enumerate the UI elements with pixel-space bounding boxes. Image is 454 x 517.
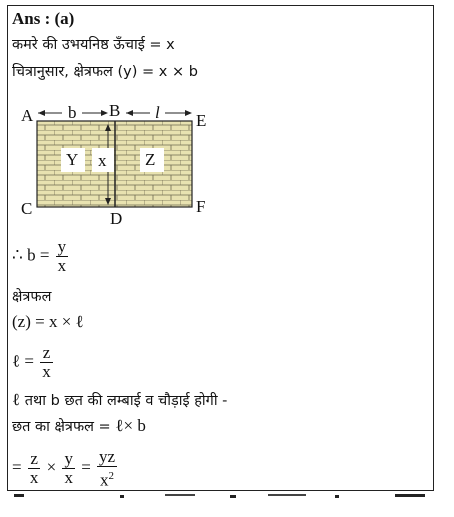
corner-D-label: D (110, 209, 123, 228)
area-label: क्षेत्रफल (12, 289, 52, 305)
corner-F-label: F (196, 197, 206, 216)
statement-text: तथा b छत की लम्बाई व चौड़ाई होगी - (20, 393, 228, 409)
corner-C-label: C (21, 199, 33, 218)
final-f2-den: x (64, 468, 73, 488)
l-equation (12, 344, 55, 381)
final-f3-den-base: x (100, 470, 109, 490)
dimension-b-label: b (68, 103, 77, 122)
statement-ell: ℓ (12, 390, 21, 409)
final-times: × (46, 457, 57, 477)
common-height-line: कमरे की उभयनिष्ठ ऊँचाई = x (12, 37, 175, 53)
times-sign: × (171, 64, 185, 80)
roof-area-tail: × b (123, 416, 146, 435)
l-fraction-num: z (40, 344, 53, 363)
b-fraction (56, 238, 69, 275)
l-fraction (40, 344, 53, 381)
final-f3-exponent: 2 (108, 470, 115, 482)
final-f1-num: z (28, 450, 41, 469)
final-eq-sign-2: = (81, 457, 91, 477)
b-fraction-den: x (57, 256, 67, 275)
b-fraction-num: y (57, 237, 67, 256)
roof-area-text: छत का क्षेत्रफल = (12, 419, 116, 435)
final-f1-den: x (29, 468, 39, 488)
b-eq-prefix: ∴ b = (12, 245, 50, 265)
corner-B-label: B (109, 101, 121, 120)
l-eq-ell: ℓ (12, 351, 21, 371)
corner-A-label: A (21, 106, 34, 125)
final-fraction-3 (97, 448, 117, 490)
z-eq-text: (z) = x × (12, 312, 76, 331)
roof-statement (12, 390, 227, 411)
b-equation (12, 238, 70, 275)
final-f3-num: yz (99, 447, 116, 466)
height-x-label: x (98, 151, 107, 170)
cropped-next-line (0, 494, 454, 500)
region-Y-label: Y (66, 150, 79, 169)
final-equation (12, 448, 119, 490)
area-y-var: b (188, 64, 198, 80)
final-eq-sign: = (12, 457, 22, 477)
roof-area-ell: ℓ (115, 416, 124, 435)
l-eq-sign: = (24, 351, 34, 371)
area-y-text: चित्रानुसार, क्षेत्रफल (y) = x (12, 64, 168, 80)
final-f3-den (97, 467, 117, 490)
final-fraction-1 (28, 450, 41, 487)
l-fraction-den: x (42, 362, 51, 381)
ell-symbol: ℓ (75, 312, 84, 331)
corner-E-label: E (196, 111, 207, 130)
answer-label: Ans : (a) (12, 9, 75, 28)
final-f2-num: y (64, 449, 73, 469)
dimension-l-label: l (155, 103, 160, 122)
roof-area-line (12, 416, 146, 437)
region-Z-label: Z (145, 150, 156, 169)
z-equation (12, 312, 84, 332)
final-fraction-2 (62, 450, 75, 487)
